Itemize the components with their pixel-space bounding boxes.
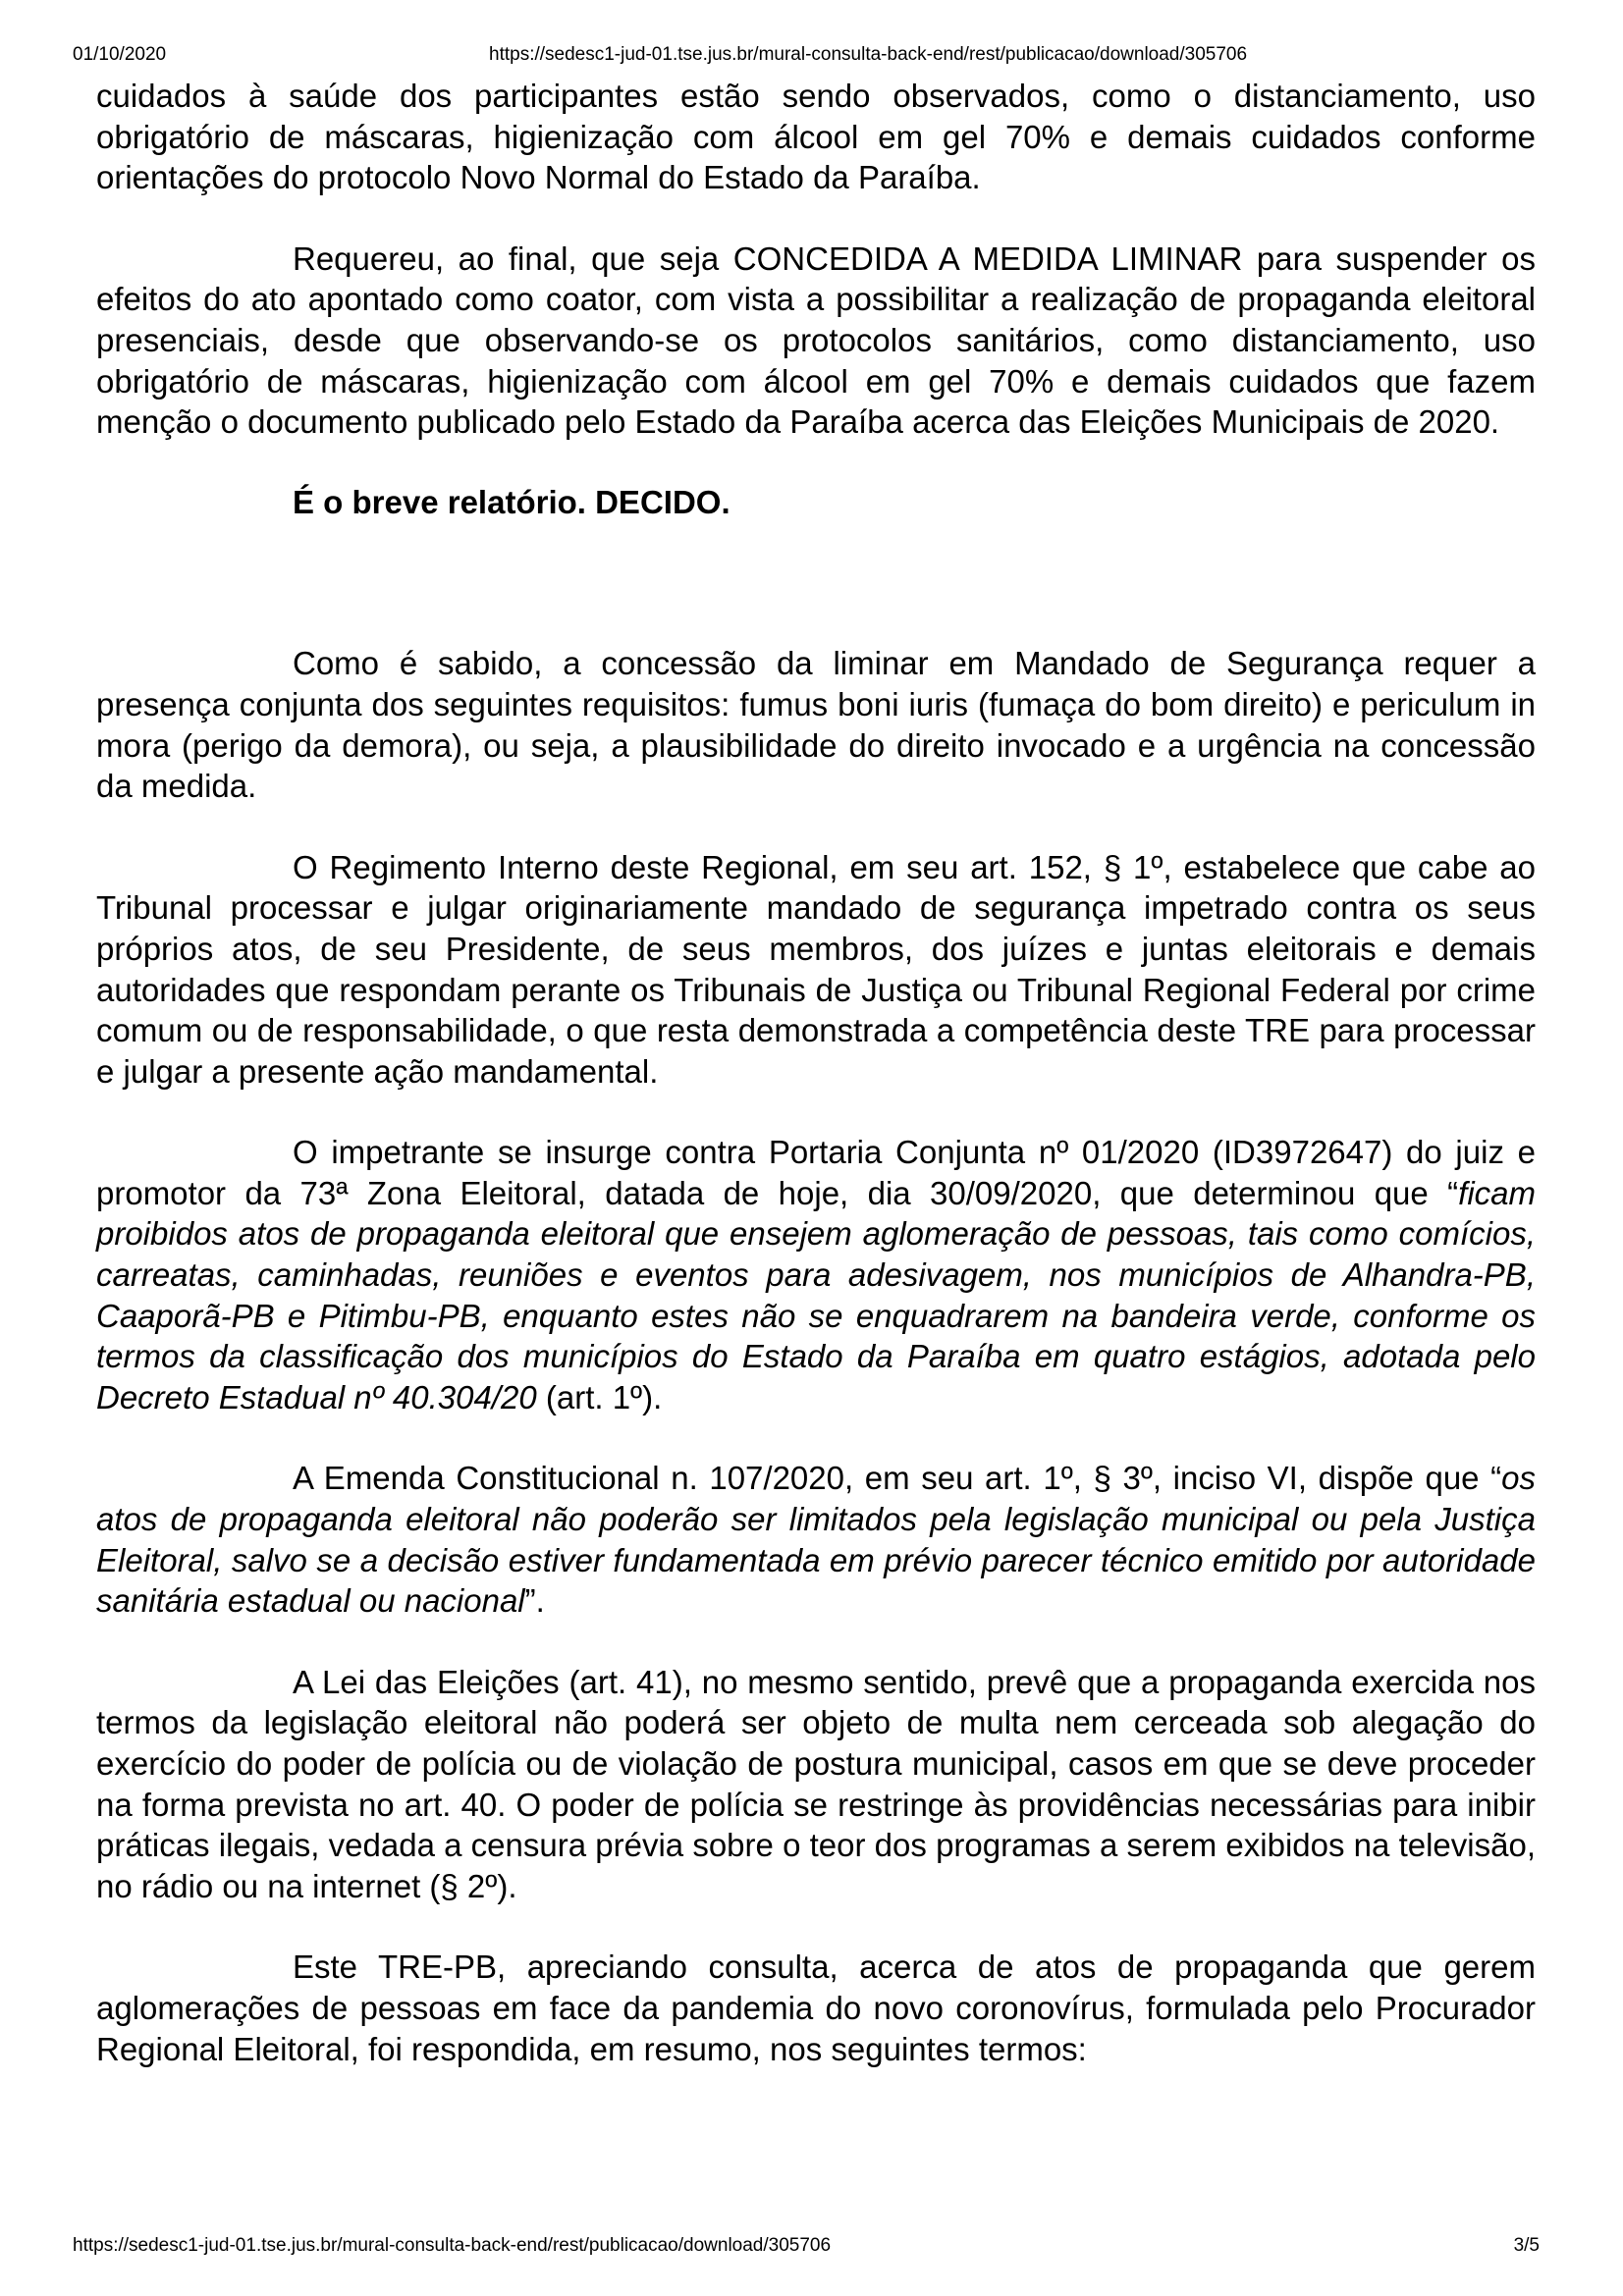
section-heading: É o breve relatório. DECIDO. <box>293 483 730 520</box>
print-footer <box>73 2234 1540 2258</box>
page-number: 3/5 <box>1513 2235 1540 2256</box>
emenda-text-end: ”. <box>524 1582 545 1620</box>
portaria-text-end: (art. 1º). <box>536 1378 663 1415</box>
paragraph-emenda <box>96 1458 1536 1621</box>
paragraph-requirements: Como é sabido, a concessão da liminar em Mandado de Segurança requer a presença conjunta dos seguintes requisitos: fumus boni iuris (fumaça do bom direito) e periculum in mora (perigo da demora), ou seja, a plausibilidade do direito invocado e a urgência na concessão da medida. <box>96 645 1536 805</box>
print-url: https://sedesc1-jud-01.tse.jus.br/mural-consulta-back-end/rest/publicacao/download/305706 <box>489 44 1248 65</box>
paragraph-lei-eleicoes: A Lei das Eleições (art. 41), no mesmo sentido, prevê que a propaganda exercida nos termos da legislação eleitoral não poderá ser objeto de multa nem cerceada sob alegação do exercício do poder de polícia ou de violação de postura municipal, casos em que se deve proceder na forma prevista no art. 40. O poder de polícia se restringe às providências necessárias para inibir práticas ilegais, vedada a censura prévia sobre o teor dos programas a serem exibidos na televisão, no rádio ou na internet (§ 2º). <box>96 1663 1536 1904</box>
paragraph-regimento: O Regimento Interno deste Regional, em seu art. 152, § 1º, estabelece que cabe ao Tribunal processar e julgar originariamente mandado de segurança impetrado contra os seus próprios atos, de seu Presidente, de seus membros, dos juízes e juntas eleitorais e demais autoridades que respondam perante os Tribunais de Justiça ou Tribunal Regional Federal por crime comum ou de responsabilidade, o que resta demonstrada a competência deste TRE para processar e julgar a presente ação mandamental. <box>96 848 1536 1090</box>
print-date: 01/10/2020 <box>73 44 167 65</box>
portaria-quote: ficam proibidos atos de propaganda eleitoral que ensejem aglomeração de pessoas, tais como comícios, carreatas, caminhadas, reuniões e eventos para adesivagem, nos municípios de Alhandra-PB, Caaporã-PB e Pitimbu-PB, enquanto estes não se enquadrarem na bandeira verde, conforme os termos da classificação dos municípios do Estado da Paraíba em quatro estágios, adotada pelo Decreto Estadual nº 40.304/20 <box>96 1174 1536 1415</box>
paragraph-consulta: Este TRE-PB, apreciando consulta, acerca de atos de propaganda que gerem aglomerações de pessoas em face da pandemia do novo coronovírus, formulada pelo Procurador Regional Eleitoral, foi respondida, em resumo, nos seguintes termos: <box>96 1949 1536 2067</box>
paragraph-portaria <box>96 1132 1536 1417</box>
portaria-text-start: O impetrante se insurge contra Portaria Conjunta nº 01/2020 (ID3972647) do juiz e promotor da 73ª Zona Eleitoral, datada de hoje, dia 30/09/2020, que determinou que “ <box>96 1134 1536 1211</box>
footer-url: https://sedesc1-jud-01.tse.jus.br/mural-consulta-back-end/rest/publicacao/download/305706 <box>73 2235 832 2256</box>
emenda-text-start: A Emenda Constitucional n. 107/2020, em seu art. 1º, § 3º, inciso VI, dispõe que “ <box>293 1460 1502 1497</box>
paragraph-request: Requereu, ao final, que seja CONCEDIDA A MEDIDA LIMINAR para suspender os efeitos do ato apontado como coator, com vista a possibilitar a realização de propaganda eleitoral presenciais, desde que observando-se os protocolos sanitários, como distanciamento, uso obrigatório de máscaras, higienização com álcool em gel 70% e demais cuidados que fazem menção o documento publicado pelo Estado da Paraíba acerca das Eleições Municipais de 2020. <box>96 240 1536 441</box>
paragraph-continuation: cuidados à saúde dos participantes estão sendo observados, como o distanciamento, uso obrigatório de máscaras, higienização com álcool em gel 70% e demais cuidados conforme orientações do protocolo Novo Normal do Estado da Paraíba. <box>96 78 1536 196</box>
emenda-quote: os atos de propaganda eleitoral não poderão ser limitados pela legislação municipal ou pela Justiça Eleitoral, salvo se a decisão estiver fundamentada em prévio parecer técnico emitido por autoridade sanitária estadual ou nacional <box>96 1460 1536 1620</box>
print-header <box>73 43 1550 67</box>
document-body <box>96 76 1536 2069</box>
